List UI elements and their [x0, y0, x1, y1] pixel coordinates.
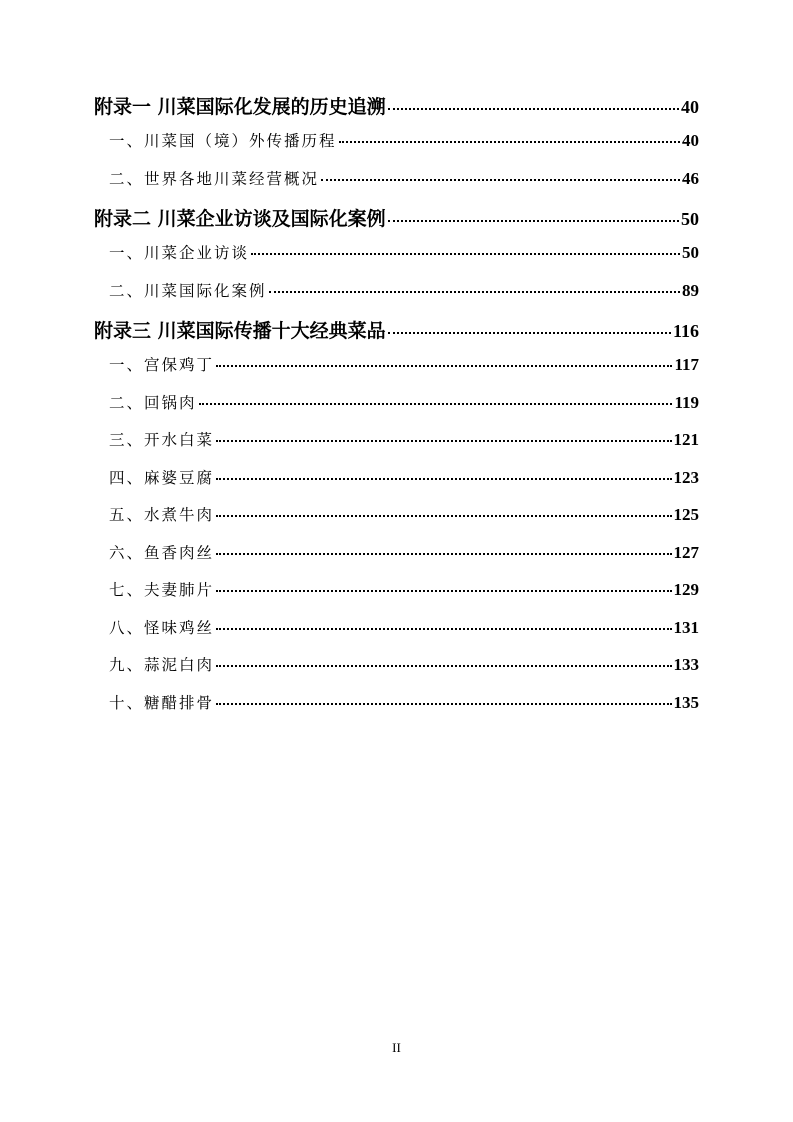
toc-entry-page: 117 [674, 355, 699, 374]
toc-entry-page: 40 [682, 131, 699, 150]
toc-entry[interactable] [94, 129, 699, 167]
toc-entry-page: 89 [682, 280, 699, 300]
leader-dots [216, 628, 671, 630]
leader-dots [216, 553, 671, 555]
leader-dots [251, 253, 680, 255]
leader-dots [216, 665, 671, 667]
toc-entry-appendix-3[interactable] [94, 316, 699, 353]
leader-dots [216, 515, 671, 517]
leader-dots [339, 141, 680, 143]
toc-entry-title: 八、怪味鸡丝 [109, 618, 215, 637]
toc-entry-title: 一、川菜国（境）外传播历程 [109, 132, 337, 150]
toc-entry[interactable] [94, 353, 699, 391]
toc-entry[interactable] [94, 541, 699, 579]
toc-entry[interactable] [94, 503, 699, 541]
toc-entry-page: 119 [674, 392, 699, 412]
page-number: II [392, 1040, 401, 1055]
toc-entry-title: 四、麻婆豆腐 [109, 468, 215, 487]
toc-entry[interactable] [94, 691, 699, 729]
toc-entry-page: 133 [673, 655, 699, 674]
toc-entry-appendix-1[interactable] [94, 92, 699, 129]
toc-entry-title: 附录二 川菜企业访谈及国际化案例 [94, 208, 386, 230]
toc-entry-page: 131 [673, 617, 699, 637]
leader-dots [216, 703, 671, 705]
toc-entry-page: 135 [673, 692, 699, 712]
toc-entry-title: 五、水煮牛肉 [109, 506, 215, 524]
toc-entry-title: 附录一 川菜国际化发展的历史追溯 [94, 96, 386, 118]
toc-entry-title: 附录三 川菜国际传播十大经典菜品 [94, 320, 386, 342]
leader-dots [388, 220, 679, 222]
leader-dots [388, 108, 679, 110]
toc-entry-title: 六、鱼香肉丝 [109, 543, 215, 562]
table-of-contents [94, 92, 699, 728]
leader-dots [269, 291, 680, 293]
toc-entry-page: 50 [681, 209, 699, 229]
toc-entry-title: 三、开水白菜 [109, 431, 215, 449]
toc-entry-title: 二、世界各地川菜经营概况 [109, 169, 320, 188]
toc-entry-appendix-2[interactable] [94, 204, 699, 241]
toc-entry-title: 二、回锅肉 [109, 393, 197, 412]
leader-dots [216, 590, 671, 592]
toc-entry-title: 九、蒜泥白肉 [109, 656, 215, 674]
toc-entry[interactable] [94, 466, 699, 504]
toc-entry-page: 129 [673, 580, 699, 599]
leader-dots [216, 440, 671, 442]
leader-dots [216, 478, 671, 480]
toc-entry-title: 十、糖醋排骨 [109, 693, 215, 712]
leader-dots [321, 179, 680, 181]
toc-entry[interactable] [94, 391, 699, 429]
toc-entry-title: 一、川菜企业访谈 [109, 244, 250, 262]
toc-entry[interactable] [94, 616, 699, 654]
toc-entry-page: 127 [673, 542, 699, 562]
toc-entry-page: 50 [682, 243, 699, 262]
leader-dots [199, 403, 673, 405]
toc-entry-title: 一、宫保鸡丁 [109, 356, 215, 374]
toc-entry-page: 40 [681, 97, 699, 117]
leader-dots [388, 332, 671, 334]
toc-entry[interactable] [94, 167, 699, 205]
toc-entry[interactable] [94, 428, 699, 466]
toc-entry-page: 123 [673, 467, 699, 487]
toc-entry-page: 121 [673, 430, 699, 449]
toc-entry[interactable] [94, 241, 699, 279]
toc-entry-page: 46 [682, 168, 699, 188]
leader-dots [216, 365, 672, 367]
toc-entry-page: 125 [673, 505, 699, 524]
toc-entry-page: 116 [672, 321, 699, 341]
toc-entry[interactable] [94, 279, 699, 317]
toc-entry[interactable] [94, 653, 699, 691]
toc-entry[interactable] [94, 578, 699, 616]
toc-entry-title: 七、夫妻肺片 [109, 581, 215, 599]
toc-entry-title: 二、川菜国际化案例 [109, 281, 267, 300]
